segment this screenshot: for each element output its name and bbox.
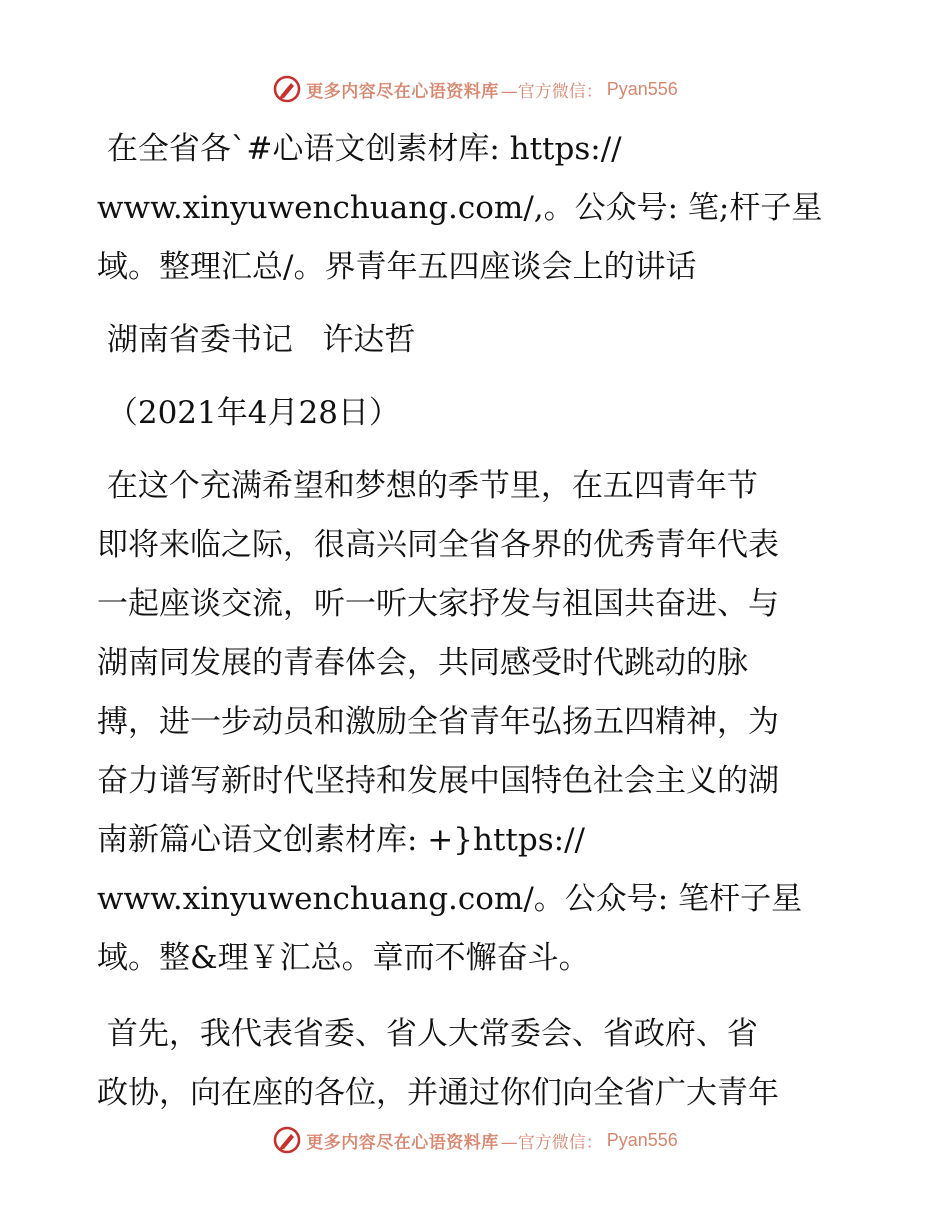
header-watermark — [0, 72, 950, 106]
document-body — [97, 120, 867, 1123]
pen-logo-icon — [272, 1125, 302, 1155]
pen-logo-icon — [272, 74, 302, 104]
body-paragraph: 首先，我代表省委、省人大常委会、省政府、省 政协，向在座的各位，并通过你们向全省广大青年 — [97, 1016, 779, 1111]
body-paragraph: 在这个充满希望和梦想的季节里，在五四青年节 即将来临之际，很高兴同全省各界的优秀青年代表 一起座谈交流，听一听大家抒发与祖国共奋进、与 湖南同发展的青春体会，共同感受时代跳动的脉 搏，进一步动员和激励全省青年弘扬五四精神，为 奋力谱写新时代坚持和发展中国特色社会主义的湖 南新篇心语文创素材库: +}https:// www.xinyuwenchuang.com/。公众号: 笔杆子星 域。整&理￥汇总。章而不懈奋斗。 — [97, 468, 803, 976]
footer-watermark — [0, 1123, 950, 1157]
title-paragraph: 在全省各`#心语文创素材库: https:// www.xinyuwenchuang.com/,。公众号: 笔;杆子星 域。整理汇总/。界青年五四座谈会上的讲话 — [97, 131, 823, 285]
watermark-wechat-id: Pyan556 — [606, 1129, 678, 1150]
watermark-wechat-label: —官方微信： — [500, 1132, 603, 1153]
author-line: 湖南省委书记 许达哲 — [97, 322, 416, 358]
date-line: （2021年4月28日） — [97, 395, 400, 431]
watermark-text: 更多内容尽在心语资料库 — [306, 81, 499, 102]
watermark-wechat-id: Pyan556 — [606, 78, 678, 99]
watermark-wechat-label: —官方微信： — [500, 81, 603, 102]
watermark-text: 更多内容尽在心语资料库 — [306, 1132, 499, 1153]
